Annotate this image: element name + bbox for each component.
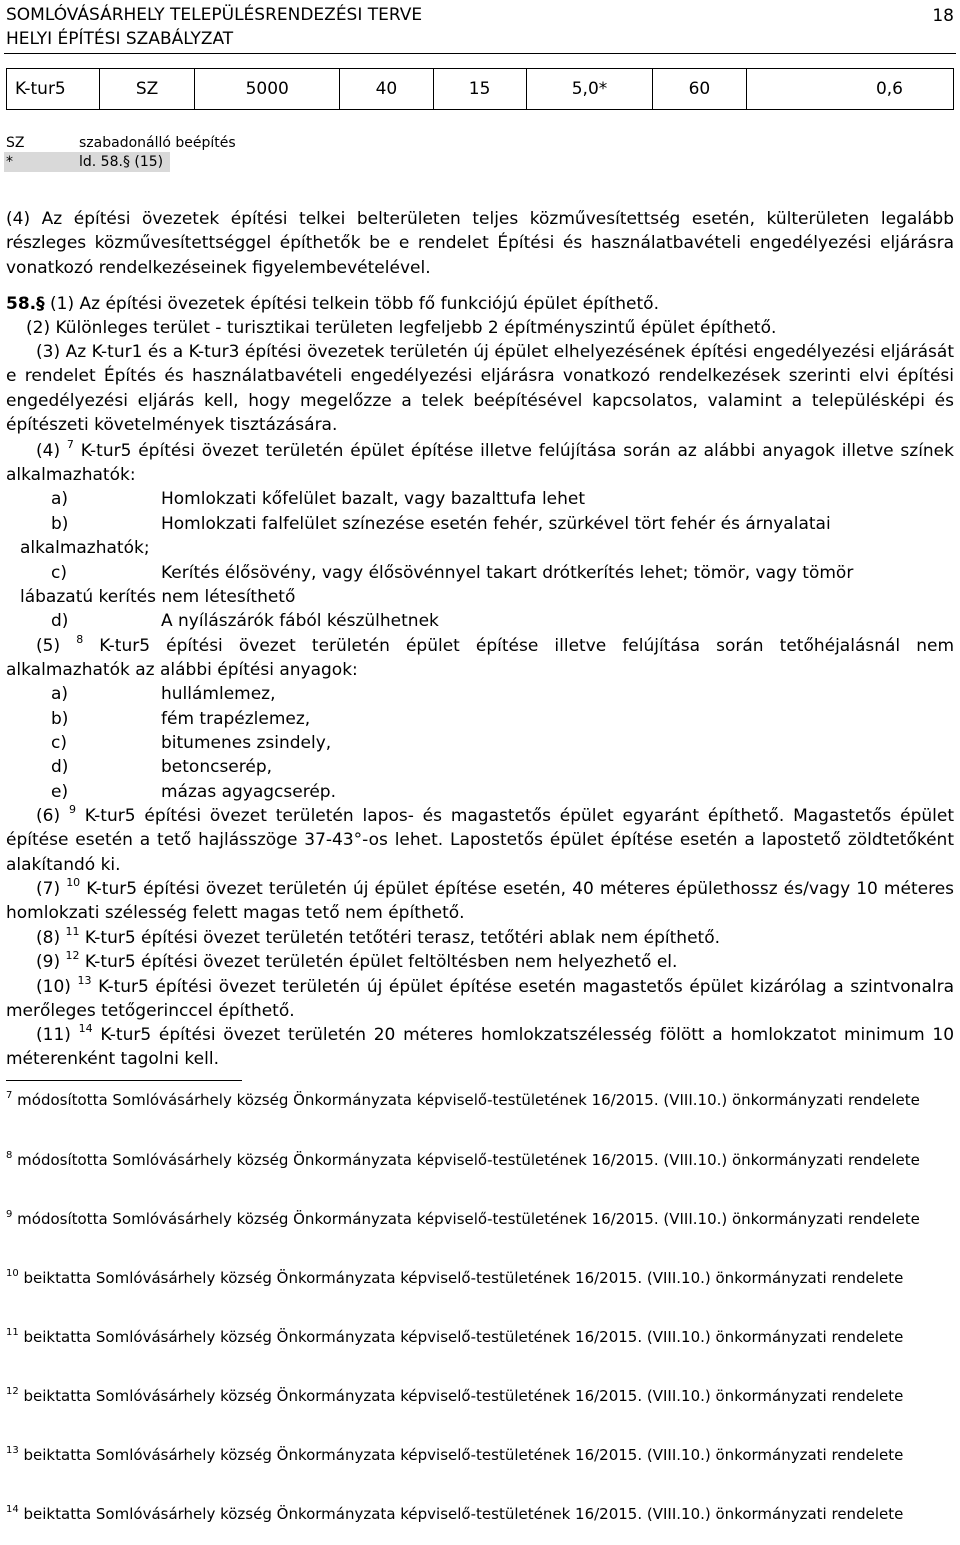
- list-text: Homlokzati kőfelület bazalt, vagy bazalttufa lehet: [161, 489, 586, 509]
- list-item: [51, 780, 954, 804]
- legend-text: szabadonálló beépítés: [79, 135, 236, 151]
- paragraph-text: (1) Az építési övezetek építési telkein több fő funkciójú épület építhető.: [50, 294, 659, 314]
- paragraph-text: K-tur5 építési övezet területén új épület építése esetén magastetős épület kizárólag a szintvonalra merőleges tetőgerinccel építhető.: [6, 977, 954, 1022]
- paragraph-number: (6): [36, 806, 61, 826]
- footnote: [6, 1268, 954, 1288]
- list-marker: e): [51, 782, 69, 802]
- section-58-p10: [6, 975, 954, 1024]
- list-marker: b): [51, 709, 69, 729]
- footnote-text: módosította Somlóvásárhely község Önkormányzata képviselő-testületének 16/2015. (VIII.10.) önkormányzati rendelete: [17, 1091, 920, 1109]
- legend-key: SZ: [6, 135, 25, 151]
- section-58-p1: [6, 292, 954, 316]
- table-cell: 60: [653, 69, 746, 110]
- footnote-ref[interactable]: 7: [66, 438, 74, 451]
- list-text: Kerítés élősövény, vagy élősövénnyel takart drótkerítés lehet; tömör, vagy tömör: [161, 563, 854, 583]
- list-marker: c): [51, 563, 67, 583]
- footnote-divider: [6, 1080, 242, 1081]
- section-58-p7: [6, 877, 954, 926]
- list-marker: b): [51, 514, 69, 534]
- paragraph-number: (10): [36, 977, 71, 997]
- footnote: [6, 1090, 954, 1110]
- footnote-number: 13: [6, 1445, 19, 1456]
- list-marker: d): [51, 611, 69, 631]
- paragraph-number: (8): [36, 928, 61, 948]
- list-item: [51, 707, 954, 731]
- footnote-number: 8: [6, 1150, 13, 1161]
- list-text: mázas agyagcserép.: [161, 782, 336, 802]
- footnote-text: beiktatta Somlóvásárhely község Önkormányzata képviselő-testületének 16/2015. (VIII.10.) önkormányzati rendelete: [23, 1505, 904, 1523]
- paragraph-number: (4): [36, 441, 61, 461]
- footnote: [6, 1386, 954, 1406]
- table-row: [7, 69, 954, 110]
- section-58-p2: [6, 316, 954, 340]
- footnote-ref[interactable]: 12: [65, 949, 80, 962]
- footnote-text: beiktatta Somlóvásárhely község Önkormányzata képviselő-testületének 16/2015. (VIII.10.) önkormányzati rendelete: [23, 1446, 904, 1464]
- footnote-number: 11: [6, 1327, 19, 1338]
- page-number: 18: [932, 6, 954, 26]
- footnote-number: 7: [6, 1090, 13, 1101]
- paragraph-text: K-tur5 építési övezet területén épület építése illetve felújítása során tetőhéjalásnál nem alkalmazhatók az alábbi építési anyagok:: [6, 636, 955, 681]
- list-item: [51, 512, 954, 536]
- legend-text: ld. 58.§ (15): [79, 154, 164, 170]
- list-item: [51, 755, 954, 779]
- table-cell: SZ: [100, 69, 195, 110]
- table-cell: 15: [433, 69, 526, 110]
- footnote: [6, 1504, 954, 1524]
- legend-row: [6, 153, 163, 172]
- footnote-ref[interactable]: 8: [76, 633, 84, 646]
- footnote-text: beiktatta Somlóvásárhely község Önkormányzata képviselő-testületének 16/2015. (VIII.10.) önkormányzati rendelete: [23, 1269, 904, 1287]
- section-58-p5: [6, 634, 954, 683]
- paragraph-text: K-tur5 építési övezet területén lapos- és magastetős épület egyaránt építhető. Magastetős épület építése esetén a tető hajlásszöge 37-43°-os lehet. Lapostetős épület építése esetén a lapostető zöldtetőként alakítandó ki.: [6, 806, 954, 875]
- footnote: [6, 1150, 954, 1170]
- paragraph-number: (7): [36, 879, 61, 899]
- section-58-p8: [6, 926, 954, 950]
- table-cell: 40: [340, 69, 433, 110]
- paragraph-text: K-tur5 építési övezet területén 20 méteres homlokzatszélesség fölött a homlokzatot minimum 10 méterenként tagolni kell.: [6, 1025, 955, 1070]
- footnote: [6, 1327, 954, 1347]
- list-item: [51, 561, 954, 585]
- paragraph-text: (2) Különleges terület - turisztikai területen legfeljebb 2 építményszintű épület építhető.: [26, 318, 777, 338]
- list-marker: d): [51, 757, 69, 777]
- paragraph-number: (9): [36, 952, 61, 972]
- header-divider: [4, 53, 956, 54]
- footnote-ref[interactable]: 10: [66, 876, 81, 889]
- list-item: [51, 731, 954, 755]
- list-text: betoncserép,: [161, 757, 273, 777]
- footnote-ref[interactable]: 9: [68, 803, 76, 816]
- table-cell: 5,0*: [526, 69, 653, 110]
- footnote-ref[interactable]: 13: [77, 974, 92, 987]
- list-text: A nyílászárók fából készülhetnek: [161, 611, 439, 631]
- footnote-ref[interactable]: 11: [65, 925, 80, 938]
- footnote-ref[interactable]: 14: [78, 1022, 93, 1035]
- footnote-text: módosította Somlóvásárhely község Önkormányzata képviselő-testületének 16/2015. (VIII.10.) önkormányzati rendelete: [17, 1151, 920, 1169]
- paragraph-number: (5): [36, 636, 61, 656]
- footnote-number: 9: [6, 1209, 13, 1220]
- list-item-continuation: lábazatú kerítés nem létesíthető: [20, 587, 296, 607]
- paragraph-number: (11): [36, 1025, 71, 1045]
- section-58-p3: (3) Az K-tur1 és a K-tur3 építési övezetek területén új épület elhelyezésének építési engedélyezési eljárását e rendelet Építés és használatbavételi engedélyezési eljárásra vonatkozó rendelkezések szerinti elvi építési engedélyezési eljárás kell, hogy megelőzze a telek beépítésével kapcsolatos, valamint a településképi és építészeti követelmények tisztázására.: [6, 342, 954, 435]
- legend-key: *: [6, 154, 13, 170]
- list-item-continuation: alkalmazhatók;: [20, 538, 150, 558]
- legend-row: [6, 134, 236, 153]
- list-item: [51, 682, 954, 706]
- table-cell: 0,6: [746, 69, 954, 110]
- header-title: SOMLÓVÁSÁRHELY TELEPÜLÉSRENDEZÉSI TERVE: [6, 5, 423, 25]
- paragraph-text: K-tur5 építési övezet területén épület építése illetve felújítása során az alábbi anyagok illetve színek alkalmazhatók:: [6, 441, 954, 486]
- paragraph-text: K-tur5 építési övezet területén tetőtéri terasz, tetőtéri ablak nem építhető.: [84, 928, 720, 948]
- footnote-text: beiktatta Somlóvásárhely község Önkormányzata képviselő-testületének 16/2015. (VIII.10.) önkormányzati rendelete: [23, 1328, 904, 1346]
- footnote-text: módosította Somlóvásárhely község Önkormányzata képviselő-testületének 16/2015. (VIII.10.) önkormányzati rendelete: [17, 1210, 920, 1228]
- footnote-number: 10: [6, 1268, 19, 1279]
- list-text: bitumenes zsindely,: [161, 733, 332, 753]
- zone-table: [6, 68, 954, 110]
- paragraph-text: K-tur5 építési övezet területén épület feltöltésben nem helyezhető el.: [84, 952, 678, 972]
- footnote: [6, 1445, 954, 1465]
- footnote-text: beiktatta Somlóvásárhely község Önkormányzata képviselő-testületének 16/2015. (VIII.10.) önkormányzati rendelete: [23, 1387, 904, 1405]
- header-subtitle: HELYI ÉPÍTÉSI SZABÁLYZAT: [6, 29, 234, 49]
- list-marker: a): [51, 489, 69, 509]
- paragraph-4: (4) Az építési övezetek építési telkei belterületen teljes közművesítettség esetén, külterületen legalább részleges közművesítettséggel építhetők be e rendelet Építési és használatbavételi engedélyezési eljárásra vonatkozó rendelkezéseinek figyelembevételével.: [6, 209, 954, 278]
- list-item: [51, 487, 954, 511]
- footnote: [6, 1209, 954, 1229]
- list-marker: a): [51, 684, 69, 704]
- list-text: hullámlemez,: [161, 684, 276, 704]
- list-marker: c): [51, 733, 67, 753]
- table-cell: K-tur5: [7, 69, 100, 110]
- section-number: 58.§: [6, 294, 45, 314]
- section-58-p9: [6, 950, 954, 974]
- list-item: [51, 609, 954, 633]
- section-58-p4: [6, 439, 954, 488]
- list-text: Homlokzati falfelület színezése esetén fehér, szürkével tört fehér és árnyalatai: [161, 514, 831, 534]
- section-58-p11: [6, 1023, 954, 1072]
- list-text: fém trapézlemez,: [161, 709, 311, 729]
- table-cell: 5000: [195, 69, 340, 110]
- section-58-p6: [6, 804, 954, 877]
- paragraph-text: K-tur5 építési övezet területén új épület építése esetén, 40 méteres épülethossz és/vagy 10 méteres homlokzati szélesség felett magas tető nem építhető.: [6, 879, 955, 924]
- footnote-number: 14: [6, 1504, 19, 1515]
- footnote-number: 12: [6, 1386, 19, 1397]
